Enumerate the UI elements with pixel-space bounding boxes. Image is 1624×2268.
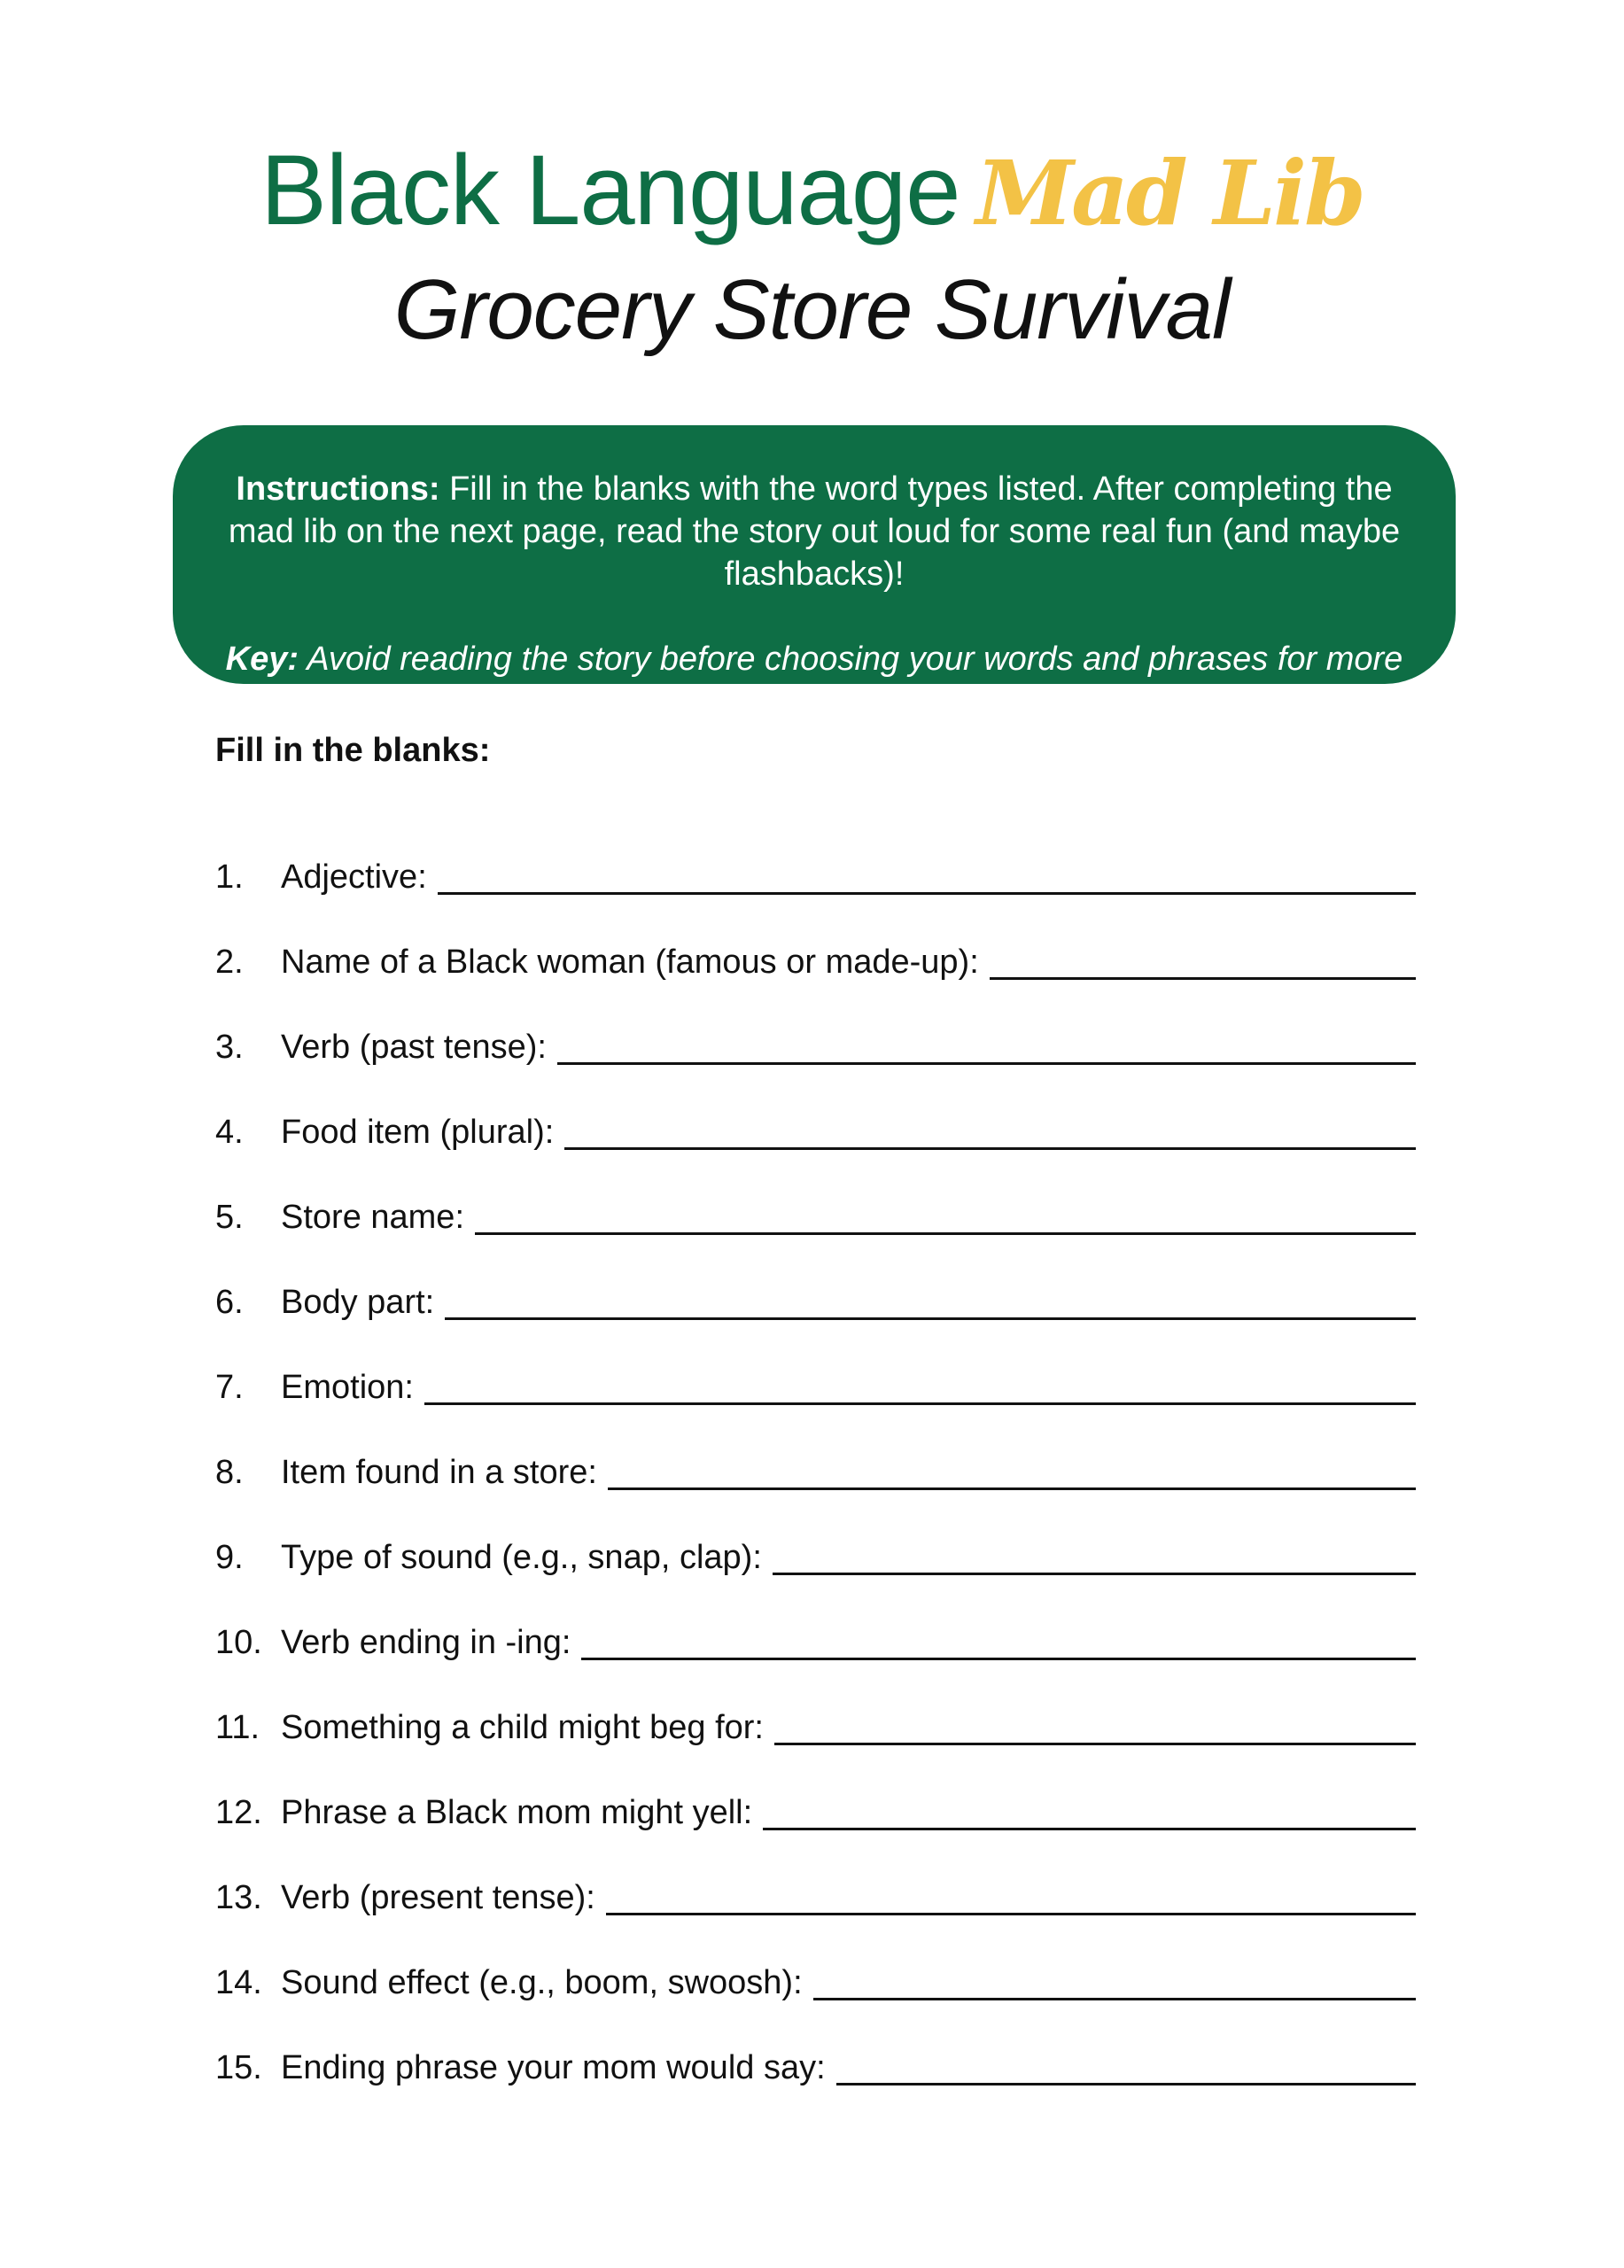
blank-number: 11.	[215, 1709, 260, 1746]
blank-row	[215, 813, 1416, 898]
page-subtitle: Grocery Store Survival	[393, 262, 1231, 357]
blank-row	[215, 1153, 1416, 1239]
blank-label: Type of sound (e.g., snap, clap):	[281, 1539, 762, 1576]
blank-label: Adjective:	[281, 858, 427, 896]
blank-number: 1.	[215, 858, 244, 896]
instructions-paragraph	[208, 468, 1420, 595]
blank-label: Ending phrase your mom would say:	[281, 2049, 826, 2086]
blank-number: 6.	[215, 1284, 244, 1321]
blank-number: 4.	[215, 1114, 244, 1151]
blank-answer-line[interactable]	[608, 1487, 1416, 1490]
blank-answer-line[interactable]	[836, 2083, 1416, 2085]
blank-answer-line[interactable]	[773, 1573, 1416, 1575]
blank-label: Phrase a Black mom might yell:	[281, 1794, 753, 1831]
blank-number: 5.	[215, 1199, 244, 1236]
blank-number: 7.	[215, 1369, 244, 1406]
blank-row	[215, 1409, 1416, 1494]
blank-answer-line[interactable]	[581, 1658, 1416, 1660]
blank-label: Verb ending in -ing:	[281, 1624, 571, 1661]
blank-list	[215, 813, 1416, 2089]
blank-answer-line[interactable]	[606, 1913, 1416, 1915]
blank-number: 2.	[215, 944, 244, 981]
blank-row	[215, 1664, 1416, 1749]
blank-answer-line[interactable]	[990, 977, 1416, 980]
blank-row	[215, 1068, 1416, 1153]
blank-answer-line[interactable]	[763, 1828, 1416, 1830]
blank-answer-line[interactable]	[445, 1317, 1416, 1320]
blank-number: 12.	[215, 1794, 262, 1831]
blank-row	[215, 1494, 1416, 1579]
blank-label: Verb (present tense):	[281, 1879, 595, 1916]
blank-row	[215, 1239, 1416, 1324]
blank-label: Sound effect (e.g., boom, swoosh):	[281, 1964, 803, 2001]
blank-row	[215, 983, 1416, 1068]
blank-answer-line[interactable]	[774, 1743, 1416, 1745]
blank-row	[215, 898, 1416, 983]
blank-number: 14.	[215, 1964, 262, 2001]
blank-label: Body part:	[281, 1284, 435, 1321]
blank-answer-line[interactable]	[813, 1998, 1416, 2000]
fill-in-heading: Fill in the blanks:	[215, 732, 491, 769]
key-text: Avoid reading the story before choosing your words and phrases for more fun!	[307, 641, 1403, 720]
key-paragraph	[208, 638, 1420, 723]
blank-number: 8.	[215, 1454, 244, 1491]
blank-answer-line[interactable]	[475, 1232, 1416, 1235]
blank-label: Emotion:	[281, 1369, 414, 1406]
page-title	[0, 133, 1624, 247]
blank-label: Item found in a store:	[281, 1454, 597, 1491]
blank-row	[215, 1919, 1416, 2004]
blank-label: Name of a Black woman (famous or made-up):	[281, 944, 979, 981]
blank-row	[215, 1749, 1416, 1834]
title-script-logo: Mad Lib	[975, 141, 1364, 245]
blank-number: 10.	[215, 1624, 262, 1661]
blank-number: 9.	[215, 1539, 244, 1576]
blank-row	[215, 1324, 1416, 1409]
blank-answer-line[interactable]	[438, 892, 1416, 895]
blank-answer-line[interactable]	[564, 1147, 1416, 1150]
blank-number: 3.	[215, 1029, 244, 1066]
blank-answer-line[interactable]	[557, 1062, 1416, 1065]
blank-row	[215, 1834, 1416, 1919]
blank-label: Verb (past tense):	[281, 1029, 547, 1066]
blank-answer-line[interactable]	[424, 1402, 1416, 1405]
blank-number: 15.	[215, 2049, 262, 2086]
instructions-box	[173, 425, 1456, 720]
title-main: Black Language	[260, 135, 960, 245]
blank-number: 13.	[215, 1879, 262, 1916]
blank-row	[215, 1579, 1416, 1664]
instructions-text: Fill in the blanks with the word types listed. After completing the mad lib on the next page, read the story out loud for some real fun (and maybe flashbacks)!	[228, 470, 1401, 593]
instructions-label: Instructions:	[236, 470, 440, 508]
blank-label: Food item (plural):	[281, 1114, 555, 1151]
blank-label: Something a child might beg for:	[281, 1709, 764, 1746]
key-label: Key:	[225, 641, 299, 678]
blank-row	[215, 2004, 1416, 2089]
blank-label: Store name:	[281, 1199, 464, 1236]
